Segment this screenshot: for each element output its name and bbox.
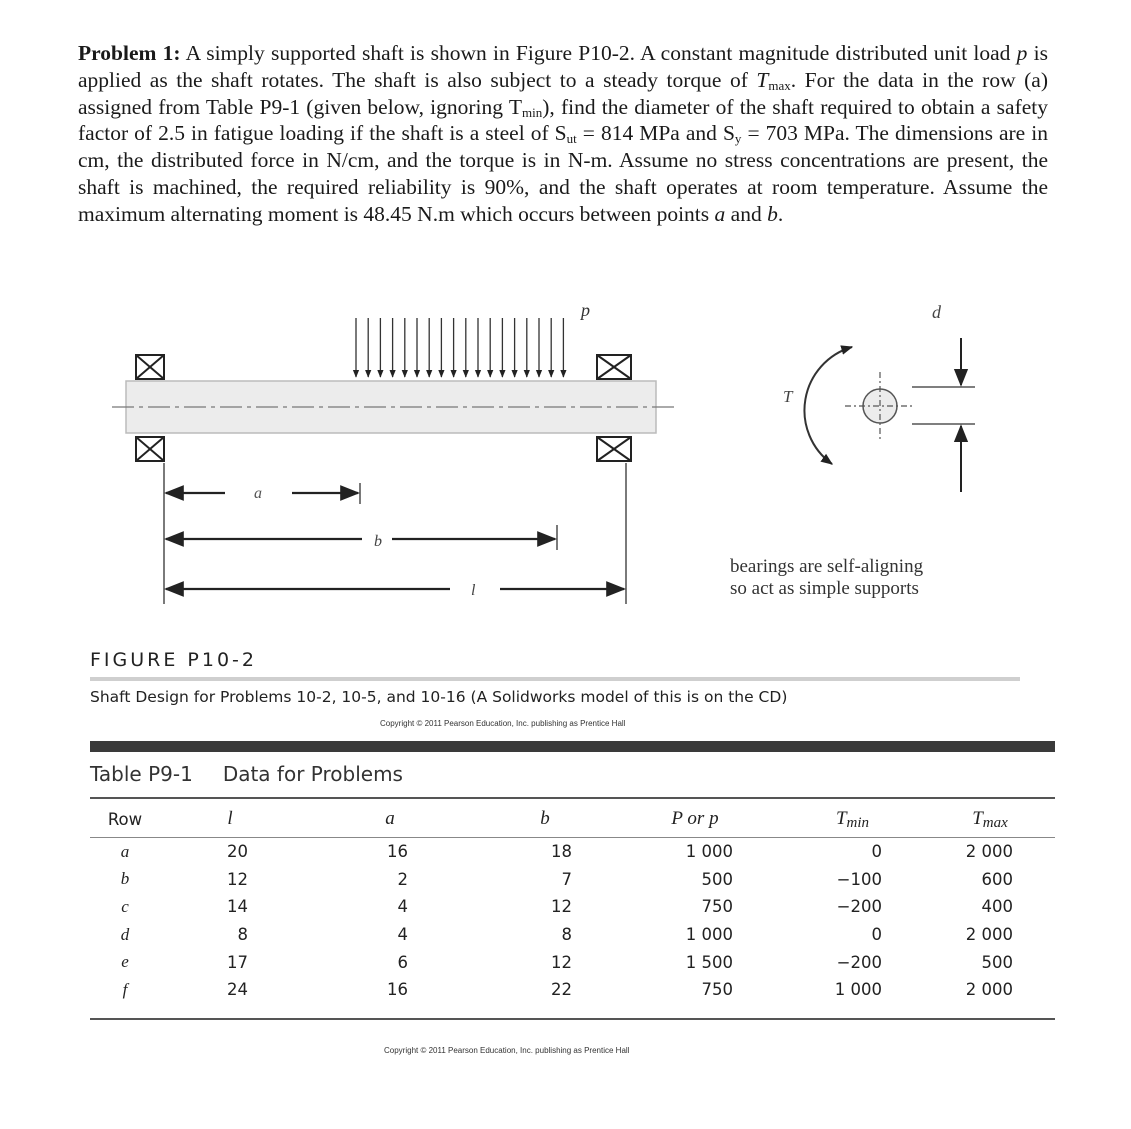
problem-text: is applied as the shaft rotates. The shaft is also subject to a steady torque of <box>78 41 1048 92</box>
problem-text: ), find the diameter of the shaft required to obtain a safety factor of 2.5 in fatigue loading if the shaft is a steel of S <box>78 94 1048 146</box>
bearing-note-line: bearings are self-aligning <box>730 556 924 577</box>
cell-tmin: 1 000 <box>834 980 882 1000</box>
cell-l: 24 <box>227 980 248 1000</box>
cell-row: d <box>120 924 130 944</box>
cell-a: 16 <box>387 842 408 862</box>
cell-b: 22 <box>551 980 572 1000</box>
cell-b: 18 <box>551 842 572 862</box>
cell-p: 500 <box>701 869 733 889</box>
table-rule-top <box>90 797 1055 799</box>
cell-b: 7 <box>561 869 572 889</box>
header-row: Row <box>107 809 143 829</box>
var-p: p <box>1016 41 1028 65</box>
load-label: p <box>581 300 590 320</box>
cell-row: f <box>122 979 128 999</box>
cell-tmin: −100 <box>836 869 882 889</box>
subscript: min <box>521 104 543 120</box>
cell-l: 17 <box>227 952 248 972</box>
cell-l: 12 <box>227 869 248 889</box>
figure-title: FIGURE P10-2 <box>90 649 257 671</box>
cell-tmax: 2 000 <box>965 925 1013 945</box>
torque-arrow <box>804 347 852 464</box>
header-a: a <box>385 808 395 829</box>
dim-a-label: a <box>254 485 262 502</box>
table-row <box>90 893 1055 921</box>
dim-l-label: l <box>471 582 476 599</box>
problem-label: Problem 1: <box>78 41 181 65</box>
cell-tmax: 2 000 <box>965 842 1013 862</box>
cell-a: 6 <box>397 952 408 972</box>
cell-tmax: 400 <box>981 897 1013 917</box>
cell-p: 1 000 <box>685 925 733 945</box>
cell-a: 2 <box>397 869 408 889</box>
figure-copyright: Copyright © 2011 Pearson Education, Inc. publishing as Prentice Hall <box>380 719 626 728</box>
cell-tmax: 2 000 <box>965 980 1013 1000</box>
cell-tmin: 0 <box>871 925 882 945</box>
header-b: b <box>540 808 550 829</box>
cell-tmin: 0 <box>871 842 882 862</box>
subscript: ut <box>566 131 577 147</box>
table-caption: Data for Problems <box>222 762 403 786</box>
problem-text: . For the data in the row (a) assigned from Table P9-1 (given below, ignoring T <box>78 67 1049 119</box>
cell-b: 12 <box>551 897 572 917</box>
cell-p: 1 000 <box>685 842 733 862</box>
cell-a: 16 <box>387 980 408 1000</box>
figure-caption: Shaft Design for Problems 10-2, 10-5, and 10-16 (A Solidworks model of this is on the CD) <box>90 688 788 706</box>
cell-row: e <box>121 952 129 972</box>
table-body <box>90 838 1055 1004</box>
cell-row: c <box>121 896 129 916</box>
header-tmin: $T_{min}$ <box>835 808 870 831</box>
cell-tmax: 600 <box>981 869 1013 889</box>
dim-b-label: b <box>374 533 382 550</box>
var-a: a <box>714 201 726 226</box>
table-row <box>90 838 1055 866</box>
cell-p: 1 500 <box>685 952 733 972</box>
data-table <box>90 800 1055 1004</box>
table-row <box>90 866 1055 894</box>
cell-l: 20 <box>227 842 248 862</box>
table-title <box>90 762 403 786</box>
header-tmax: $T_{max}$ <box>972 808 1008 831</box>
var-tmax: T <box>756 67 769 92</box>
cell-a: 4 <box>397 897 408 917</box>
problem-text: and <box>725 201 768 226</box>
torque-label: T <box>783 387 793 406</box>
distributed-load <box>356 318 563 377</box>
bearing-note-line: so act as simple supports <box>730 578 919 599</box>
cell-p: 750 <box>701 980 733 1000</box>
table-header-row <box>90 800 1055 838</box>
table-rule-bottom <box>90 1018 1055 1020</box>
var-b: b <box>767 201 778 226</box>
problem-text: . <box>777 201 784 226</box>
problem-text: = 814 MPa and S <box>576 121 735 146</box>
cell-tmin: −200 <box>836 952 882 972</box>
problem-text: A simply supported shaft is shown in Figure P10-2. A constant magnitude distributed unit load <box>180 41 1017 65</box>
table-copyright: Copyright © 2011 Pearson Education, Inc. publishing as Prentice Hall <box>384 1046 630 1055</box>
header-l: l <box>227 808 233 829</box>
shaft-cross-section <box>783 302 975 492</box>
table-row <box>90 948 1055 976</box>
diameter-label: d <box>932 302 941 322</box>
table-label: Table P9-1 <box>90 762 193 786</box>
table-top-bar <box>90 741 1055 752</box>
header-p: P or p <box>671 808 719 829</box>
cell-tmin: −200 <box>836 897 882 917</box>
cell-row: b <box>120 869 130 889</box>
figure-rule <box>90 677 1020 681</box>
cell-tmax: 500 <box>981 952 1013 972</box>
problem-text: = 703 MPa. The dimensions are in cm, the distributed force in N/cm, and the torque is in N-m. Assume no stress concentrations are present, the shaft is machined, the required reliability is 90%, and the shaft operates at room temperature. Assume the maximum alternating moment is 48.45 N.m which occurs between points <box>78 121 1048 226</box>
cell-l: 14 <box>227 897 248 917</box>
subscript: max <box>768 77 791 93</box>
cell-b: 12 <box>551 952 572 972</box>
bearing-note <box>730 556 923 600</box>
cell-p: 750 <box>701 897 733 917</box>
subscript: y <box>734 131 742 147</box>
table-row <box>90 976 1055 1004</box>
cell-l: 8 <box>237 925 248 945</box>
cell-row: a <box>120 841 130 861</box>
table-row <box>90 921 1055 949</box>
cell-a: 4 <box>397 925 408 945</box>
cell-b: 8 <box>561 925 572 945</box>
